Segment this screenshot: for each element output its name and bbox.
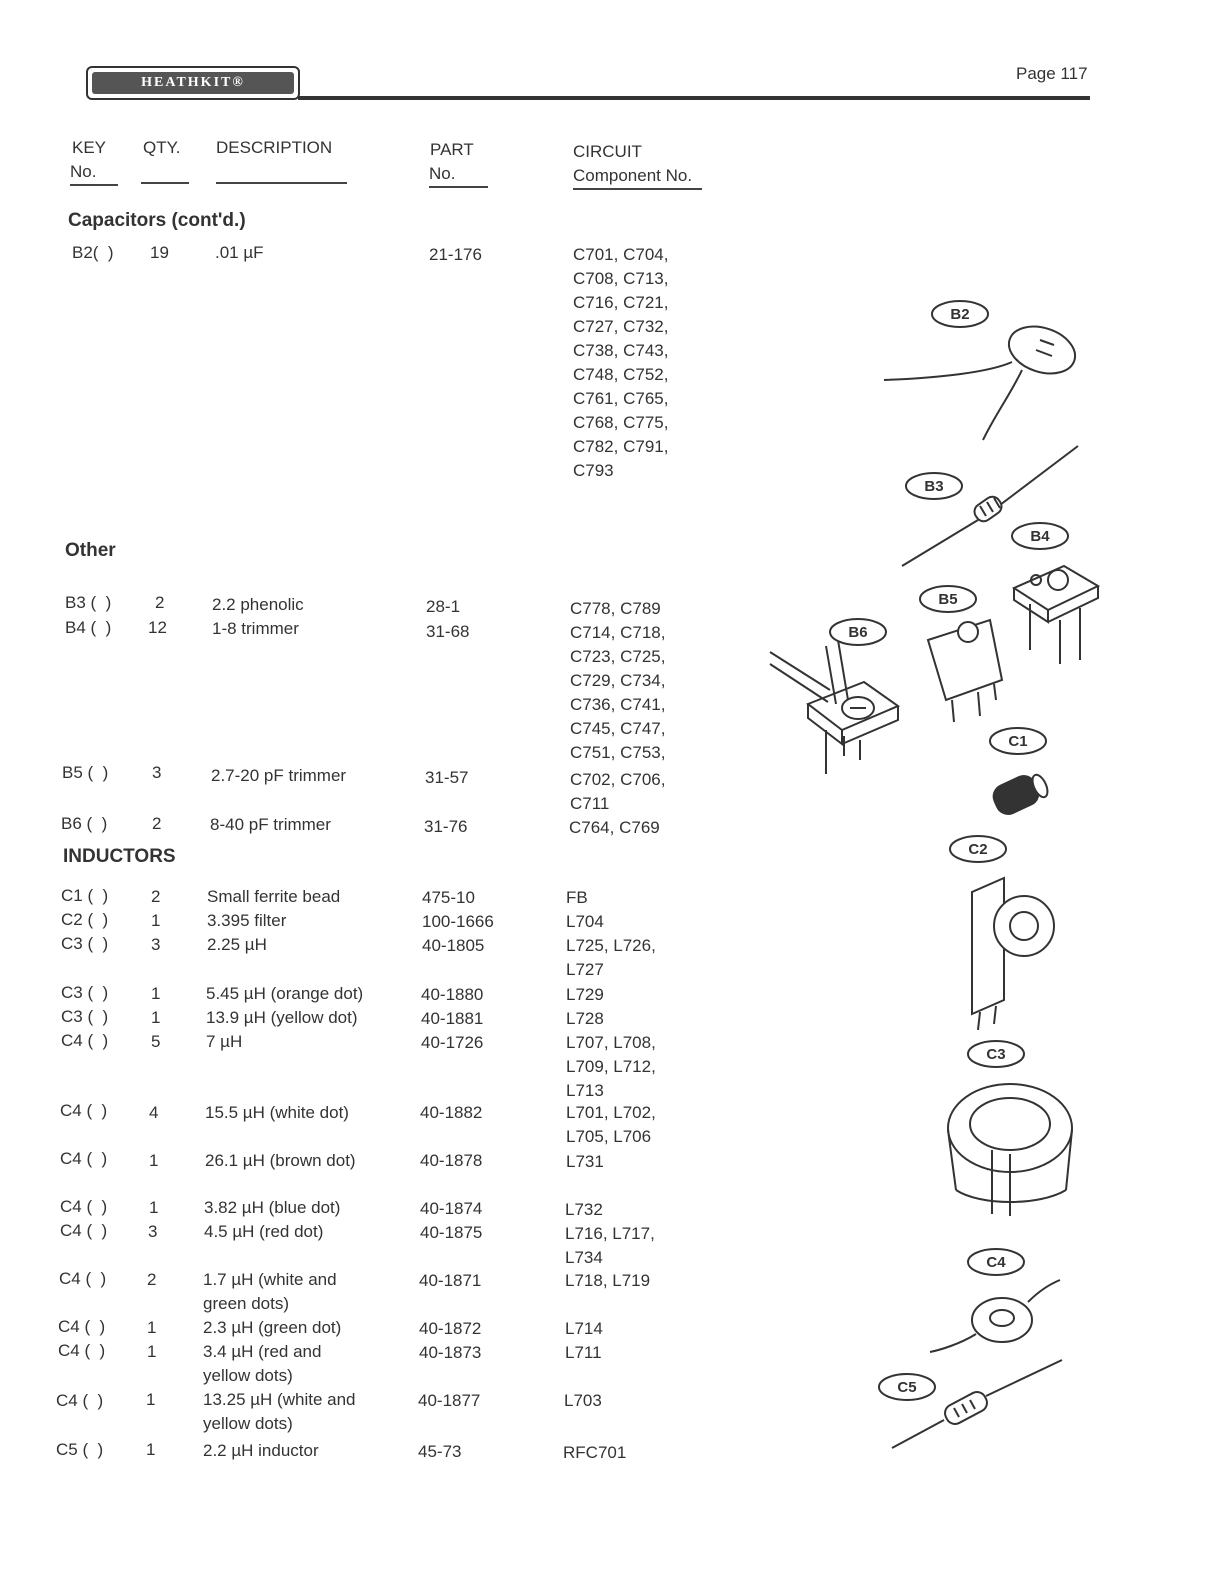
row-description: 15.5 µH (white dot) [205, 1103, 349, 1122]
page-number: Page 117 [1016, 64, 1088, 83]
row-key: C4 ( ) [60, 1101, 108, 1120]
col-part-line2: No. [429, 162, 488, 188]
row-description: 26.1 µH (brown dot) [205, 1151, 356, 1170]
row-description: 2.2 phenolic [212, 595, 304, 614]
row-part: 45-73 [418, 1442, 462, 1461]
section-other-title: Other [65, 540, 116, 561]
row-part: 40-1805 [422, 936, 485, 955]
row-components: C701, C704, C708, C713, C716, C721, C727, C732, C738, C743, C748, C752, C761, C765, C768, C775, C782, C791, C793 [573, 245, 669, 480]
trimmer-b6-drawing [770, 640, 898, 774]
row-part: 40-1882 [420, 1103, 483, 1122]
row-components: C714, C718, C723, C725, C729, C734, C736, C741, C745, C747, C751, C753, [570, 623, 666, 762]
row-part: 40-1875 [420, 1223, 483, 1242]
row-qty: 1 [149, 1198, 159, 1217]
row-key: C3 ( ) [61, 934, 109, 953]
row-key: C3 ( ) [61, 983, 109, 1002]
row-description: 3.82 µH (blue dot) [204, 1198, 341, 1217]
row-key: C4 ( ) [58, 1341, 106, 1360]
row-description: 7 µH [206, 1032, 243, 1051]
row-components: L729 [566, 985, 604, 1004]
col-key-line2: No. [70, 160, 118, 186]
row-qty: 1 [149, 1151, 159, 1170]
figure-label-c4: C4 [986, 1254, 1006, 1271]
figure-label-c5: C5 [897, 1379, 917, 1396]
row-description: 2.3 µH (green dot) [203, 1318, 342, 1337]
row-key: B6 ( ) [61, 814, 108, 833]
shielded-coil-drawing [948, 1084, 1072, 1216]
row-part: 40-1726 [421, 1033, 484, 1052]
row-components: C778, C789 [570, 599, 661, 618]
ferrite-bead-drawing [990, 772, 1051, 818]
row-description: 4.5 µH (red dot) [204, 1222, 324, 1241]
row-key: C1 ( ) [61, 886, 109, 905]
section-capacitors-title: Capacitors (cont'd.) [68, 210, 246, 231]
row-qty: 12 [148, 618, 167, 637]
row-part: 40-1871 [419, 1271, 482, 1290]
row-qty: 1 [146, 1440, 156, 1459]
filter-drawing [972, 878, 1054, 1030]
row-part: 100-1666 [422, 912, 494, 931]
row-description: 5.45 µH (orange dot) [206, 984, 364, 1003]
row-key: C4 ( ) [56, 1391, 104, 1410]
row-components: L716, L717, L734 [565, 1224, 655, 1267]
col-circuit-line1: CIRCUIT [573, 142, 642, 161]
header-rule [298, 96, 1090, 100]
row-part: 40-1881 [421, 1009, 484, 1028]
row-components: L707, L708, L709, L712, L713 [566, 1033, 656, 1100]
row-description: 8-40 pF trimmer [210, 815, 331, 834]
row-description: .01 µF [215, 243, 264, 262]
row-description: 3.4 µH (red and yellow dots) [203, 1342, 322, 1385]
row-components: L728 [566, 1009, 604, 1028]
row-qty: 1 [151, 1008, 161, 1027]
figure-label-b4: B4 [1030, 528, 1050, 545]
col-circuit-line2: Component No. [573, 164, 702, 190]
row-qty: 2 [155, 593, 165, 612]
row-description: 1.7 µH (white and green dots) [203, 1270, 337, 1313]
row-key: C4 ( ) [60, 1149, 108, 1168]
row-description: 2.7-20 pF trimmer [211, 766, 347, 785]
row-qty: 1 [151, 984, 161, 1003]
row-qty: 5 [151, 1032, 161, 1051]
row-part: 31-76 [424, 817, 468, 836]
row-qty: 1 [147, 1318, 157, 1337]
row-part: 28-1 [426, 597, 461, 616]
figure-label-b6: B6 [848, 624, 868, 641]
row-key: C4 ( ) [60, 1197, 108, 1216]
heathkit-logo [86, 66, 300, 100]
row-part: 40-1878 [420, 1151, 483, 1170]
row-description: 13.25 µH (white and yellow dots) [203, 1390, 356, 1433]
row-key: C2 ( ) [61, 910, 109, 929]
figure-label-b2: B2 [950, 306, 970, 323]
row-part: 40-1873 [419, 1343, 482, 1362]
col-qty: QTY. [143, 138, 181, 157]
row-qty: 3 [151, 935, 161, 954]
row-key: B4 ( ) [65, 618, 112, 637]
row-components: L714 [565, 1319, 603, 1338]
row-key: B2( ) [72, 243, 114, 262]
section-inductors-title: INDUCTORS [63, 846, 176, 867]
row-components: L703 [564, 1391, 602, 1410]
row-components: L718, L719 [565, 1271, 651, 1290]
figure-label-c2: C2 [968, 841, 988, 858]
figure-label-b3: B3 [924, 478, 944, 495]
row-key: C4 ( ) [58, 1317, 106, 1336]
figure-label-b5: B5 [938, 591, 958, 608]
row-key: C4 ( ) [60, 1221, 108, 1240]
row-qty: 3 [148, 1222, 158, 1241]
row-components: L731 [566, 1152, 604, 1171]
row-description: 2.25 µH [207, 935, 267, 954]
figure-label-c1: C1 [1008, 733, 1028, 750]
row-components: RFC701 [563, 1443, 627, 1462]
row-components: L732 [565, 1200, 603, 1219]
row-qty: 1 [151, 911, 161, 930]
row-qty: 1 [147, 1342, 157, 1361]
row-part: 40-1877 [418, 1391, 481, 1410]
row-part: 40-1872 [419, 1319, 482, 1338]
row-key: B5 ( ) [62, 763, 109, 782]
disc-capacitor-drawing [884, 319, 1081, 440]
row-part: 31-68 [426, 622, 470, 641]
row-part: 21-176 [429, 245, 482, 264]
row-description: 1-8 trimmer [212, 619, 299, 638]
row-key: C3 ( ) [61, 1007, 109, 1026]
row-key: C5 ( ) [56, 1440, 104, 1459]
row-qty: 3 [152, 763, 162, 782]
row-key: C4 ( ) [59, 1269, 107, 1288]
row-qty: 2 [151, 887, 161, 906]
parts-illustrations [740, 280, 1100, 1480]
figure-label-c3: C3 [986, 1046, 1006, 1063]
col-key-line1: KEY [72, 138, 107, 157]
row-qty: 1 [146, 1390, 156, 1409]
logo-text: HEATHKIT® [92, 72, 294, 94]
row-qty: 4 [149, 1103, 159, 1122]
row-components: L704 [566, 912, 604, 931]
col-description: DESCRIPTION [216, 138, 333, 157]
row-part: 40-1880 [421, 985, 484, 1004]
col-qty-underline [141, 182, 189, 184]
col-part-line1: PART [430, 140, 474, 159]
row-components: L701, L702, L705, L706 [566, 1103, 656, 1146]
row-key: C4 ( ) [61, 1031, 109, 1050]
row-key: B3 ( ) [65, 593, 112, 612]
row-qty: 2 [147, 1270, 157, 1289]
row-description: 2.2 µH inductor [203, 1441, 319, 1460]
rf-inductor-drawing [892, 1360, 1062, 1448]
row-components: L725, L726, L727 [566, 936, 656, 979]
trimmer-b5-drawing [928, 620, 1002, 722]
row-part: 475-10 [422, 888, 475, 907]
col-description-underline [216, 182, 347, 184]
row-components: C764, C769 [569, 818, 660, 837]
trimmer-b4-drawing [1014, 566, 1098, 664]
row-components: FB [566, 888, 588, 907]
row-description: 3.395 filter [207, 911, 287, 930]
row-components: L711 [565, 1343, 602, 1362]
row-description: 13.9 µH (yellow dot) [206, 1008, 358, 1027]
row-components: C702, C706, C711 [570, 770, 666, 813]
row-part: 31-57 [425, 768, 469, 787]
toroid-drawing [930, 1280, 1060, 1352]
row-qty: 2 [152, 814, 162, 833]
row-qty: 19 [150, 243, 169, 262]
row-part: 40-1874 [420, 1199, 483, 1218]
row-description: Small ferrite bead [207, 887, 341, 906]
